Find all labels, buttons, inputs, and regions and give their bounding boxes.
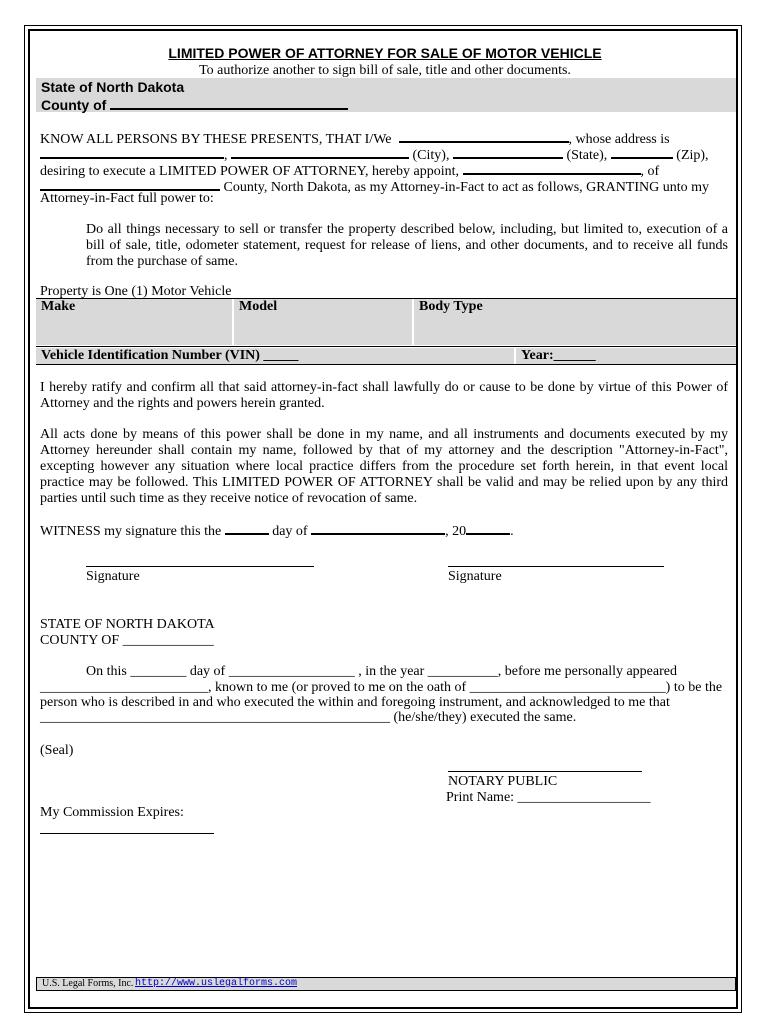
intro-text-3b: , of [640,164,660,179]
make-cell[interactable] [36,299,232,345]
notary-state: STATE OF NORTH DAKOTA [40,617,215,632]
zip-label: (Zip), [676,148,709,163]
witness-text-d: . [510,524,514,539]
notary-line-3: person who is described in and who executed the within and foregoing instrument, and acknowledged to me that [40,695,670,710]
attorney-name-field[interactable] [463,160,641,175]
notary-line-1: On this ________ day of __________________ , in the year __________, before me personally appeared [86,664,677,679]
county-field[interactable] [110,95,348,110]
state-county-box [36,78,736,112]
witness-text-c: , 20 [445,524,467,539]
footer-company: U.S. Legal Forms, Inc. [42,978,134,989]
print-name-line: Print Name: ___________________ [446,790,651,805]
intro-text-1b: , whose address is [568,132,670,147]
state-line: State of North Dakota [41,79,185,95]
table-mid-rule [36,346,736,347]
ratify-paragraph: I hereby ratify and confirm all that said attorney-in-fact shall lawfully do or cause to be done by virtue of this Power of Attorney and the rights and powers herein granted. [40,380,728,411]
city-label: (City), [412,148,450,163]
commission-label: My Commission Expires: [40,805,184,820]
body-type-cell[interactable] [414,299,736,345]
vin-label: Vehicle Identification Number (VIN) _____ [41,348,299,363]
model-label: Model [239,299,278,314]
notary-text-2b: ____________________________) to be the [469,680,723,695]
powers-paragraph: Do all things necessary to sell or transfer the property described below, including, but limited to, execution of a bill of sale, title, odometer statement, request for release of liens, and other documents, and to receive all funds from the purchase of same. [86,222,728,269]
seal-label: (Seal) [40,743,74,758]
signature-label-right: Signature [448,569,502,584]
witness-day-field[interactable] [225,520,269,535]
document-title: LIMITED POWER OF ATTORNEY FOR SALE OF MOTOR VEHICLE [168,45,602,61]
footer-bar [36,977,736,991]
signature-label-left: Signature [86,569,140,584]
document-subtitle: To authorize another to sign bill of sale, title and other documents. [199,63,571,78]
vin-cell[interactable] [36,348,514,364]
year-cell[interactable] [516,348,736,364]
acts-paragraph: All acts done by means of this power shall be done in my name, and all instruments and documents executed by my Attorney hereunder shall contain my name, followed by that of my attorney and the description "Attorney-in-Fact", excepting however any situation where local practice differs from the procedure set forth herein, in that event local practice may be followed. This LIMITED POWER OF ATTORNEY shall be valid and may be relied upon by any third parties until such time as they receive notice of revocation of same. [40,427,728,506]
make-label: Make [41,299,76,314]
table-bottom-rule [36,364,736,365]
witness-text-b: day of [272,524,308,539]
notary-public-label: NOTARY PUBLIC [448,774,558,789]
county-line [41,95,348,113]
notary-line-2 [40,680,722,696]
commission-date-line[interactable] [40,833,214,834]
footer-link[interactable]: http://www.uslegalforms.com [135,978,298,989]
comma: , [224,148,228,163]
attorney-county-field[interactable] [40,176,220,191]
state-label: (State), [566,148,608,163]
signature-line-right[interactable] [448,566,664,567]
witness-month-field[interactable] [311,520,445,535]
intro-text-4: County, North Dakota, as my Attorney-in-Fact to act as follows, GRANTING unto my [223,180,710,195]
state-field[interactable] [453,144,563,159]
street-address-field[interactable] [40,144,224,159]
model-cell[interactable] [234,299,412,345]
signature-line-left[interactable] [86,566,314,567]
intro-line-5: Attorney-in-Fact full power to: [40,191,214,206]
notary-signature-line[interactable] [448,771,642,772]
witness-line [40,520,514,540]
notary-text-2a: ________________________, known to me (or proved to me on the oath of [40,680,467,695]
witness-text-a: WITNESS my signature this the [40,524,222,539]
city-field[interactable] [231,144,409,159]
intro-text-1a: KNOW ALL PERSONS BY THESE PRESENTS, THAT I/We [40,132,392,147]
zip-field[interactable] [611,144,673,159]
notary-line-4: __________________________________________________ (he/she/they) executed the same. [40,710,577,725]
notary-county: COUNTY OF _____________ [40,633,214,648]
body-type-label: Body Type [419,299,483,314]
intro-text-3a: desiring to execute a LIMITED POWER OF ATTORNEY, hereby appoint, [40,164,460,179]
vehicle-caption: Property is One (1) Motor Vehicle [40,284,232,299]
principal-name-field[interactable] [399,128,569,143]
county-label: County of [41,97,107,113]
witness-year-field[interactable] [466,520,510,535]
year-label: Year:______ [521,348,596,363]
